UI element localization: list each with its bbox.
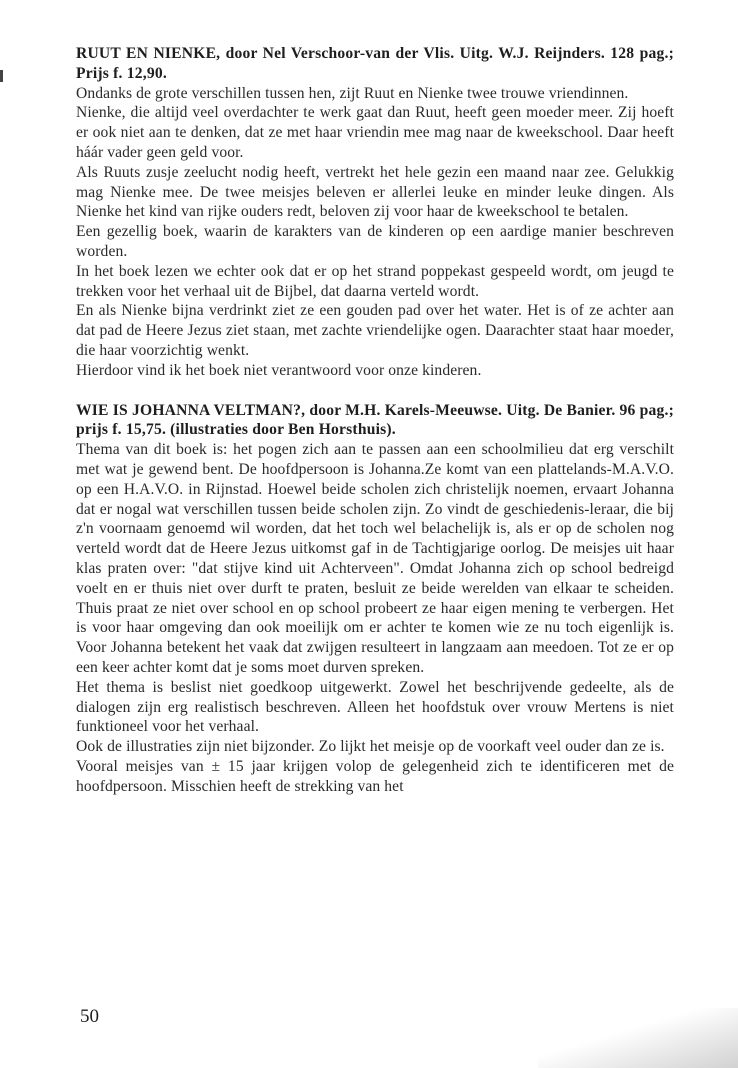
- review-heading: RUUT EN NIENKE, door Nel Verschoor-van der Vlis. Uitg. W.J. Reijnders. 128 pag.; Prijs f. 12,90.: [76, 45, 674, 82]
- page-edge-mark: [0, 70, 3, 82]
- review-wie-is-johanna-veltman: [76, 401, 674, 797]
- review-paragraph: Ook de illustraties zijn niet bijzonder. Zo lijkt het meisje op de voorkaft veel ouder dan ze is.: [76, 738, 665, 756]
- review-paragraph: In het boek lezen we echter ook dat er op het strand poppekast gespeeld wordt, om jeugd te trekken voor het verhaal uit de Bijbel, dat daarna verteld wordt.: [76, 262, 674, 300]
- scan-shadow: [538, 1008, 738, 1068]
- review-paragraph: Ondanks de grote verschillen tussen hen, zijt Ruut en Nienke twee trouwe vriendinnen.: [76, 84, 629, 102]
- review-ruut-en-nienke: [76, 44, 674, 381]
- review-paragraph: Een gezellig boek, waarin de karakters van de kinderen op een aardige manier beschreven worden.: [76, 223, 674, 260]
- review-paragraph: Het thema is beslist niet goedkoop uitgewerkt. Zowel het beschrijvende gedeelte, als de dialogen zijn erg realistisch beschreven. Alleen het hoofdstuk over vrouw Mertens is niet funktioneel voor het verhaal.: [76, 678, 674, 736]
- review-paragraph: Vooral meisjes van ± 15 jaar krijgen volop de gelegenheid zich te identificeren met de hoofdpersoon. Misschien heeft de strekking van het: [76, 757, 674, 795]
- review-paragraph: Als Ruuts zusje zeelucht nodig heeft, vertrekt het hele gezin een maand naar zee. Gelukkig mag Nienke mee. De twee meisjes beleven er allerlei leuke en minder leuke dingen. Als Nienke het kind van rijke ouders redt, beloven zij voor haar de kweekschool te betalen.: [76, 163, 674, 221]
- review-paragraph: Nienke, die altijd veel overdachter te werk gaat dan Ruut, heeft geen moeder meer. Zij hoeft er ook niet aan te denken, dat ze met haar vriendin mee mag naar de kweekschool. Daar heeft háár vader geen geld voor.: [76, 104, 674, 161]
- page-body: [76, 44, 674, 796]
- review-paragraph: Thema van dit boek is: het pogen zich aan te passen aan een schoolmilieu dat erg verschilt met wat je gewend bent. De hoofdpersoon is Johanna.Ze komt van een plattelands-M.A.V.O. op een H.A.V.O. in Rijnstad. Hoewel beide scholen zich christelijk noemen, ervaart Johanna dat er nogal wat verschillen tussen beide scholen zijn. Zo vindt de geschiedenis-leraar, die bij z'n voornaam genoemd wil worden, dat het toch wel belachelijk is, als er op de scholen nog verteld wordt dat de Heere Jezus uitkomst gaf in de Tachtigjarige oorlog. De meisjes uit haar klas praten over: "dat stijve kind uit Achterveen". Omdat Johanna zich op school bedreigd voelt en er thuis niet over durft te praten, besluit ze beide werelden van elkaar te scheiden. Thuis praat ze niet over school en op school probeert ze haar eigen mening te verbergen. Het is voor haar omgeving dan ook moeilijk om er achter te komen wie ze nu toch eigenlijk is. Voor Johanna betekent het vaak dat zwijgen resulteert in langzaam aan meedoen. Tot ze er op een keer achter komt dat je soms moet durven spreken.: [76, 441, 674, 676]
- page-number: 50: [80, 1006, 99, 1027]
- review-paragraph: En als Nienke bijna verdrinkt ziet ze een gouden pad over het water. Het is of ze achter aan dat pad de Heere Jezus ziet staan, met zachte vriendelijke ogen. Daarachter staat haar moeder, die haar voorzichtig wenkt.: [76, 302, 674, 359]
- review-paragraph: Hierdoor vind ik het boek niet verantwoord voor onze kinderen.: [76, 361, 482, 379]
- review-heading: WIE IS JOHANNA VELTMAN?, door M.H. Karels-Meeuwse. Uitg. De Banier. 96 pag.; prijs f. 15,75. (illustraties door Ben Horsthuis).: [76, 401, 674, 439]
